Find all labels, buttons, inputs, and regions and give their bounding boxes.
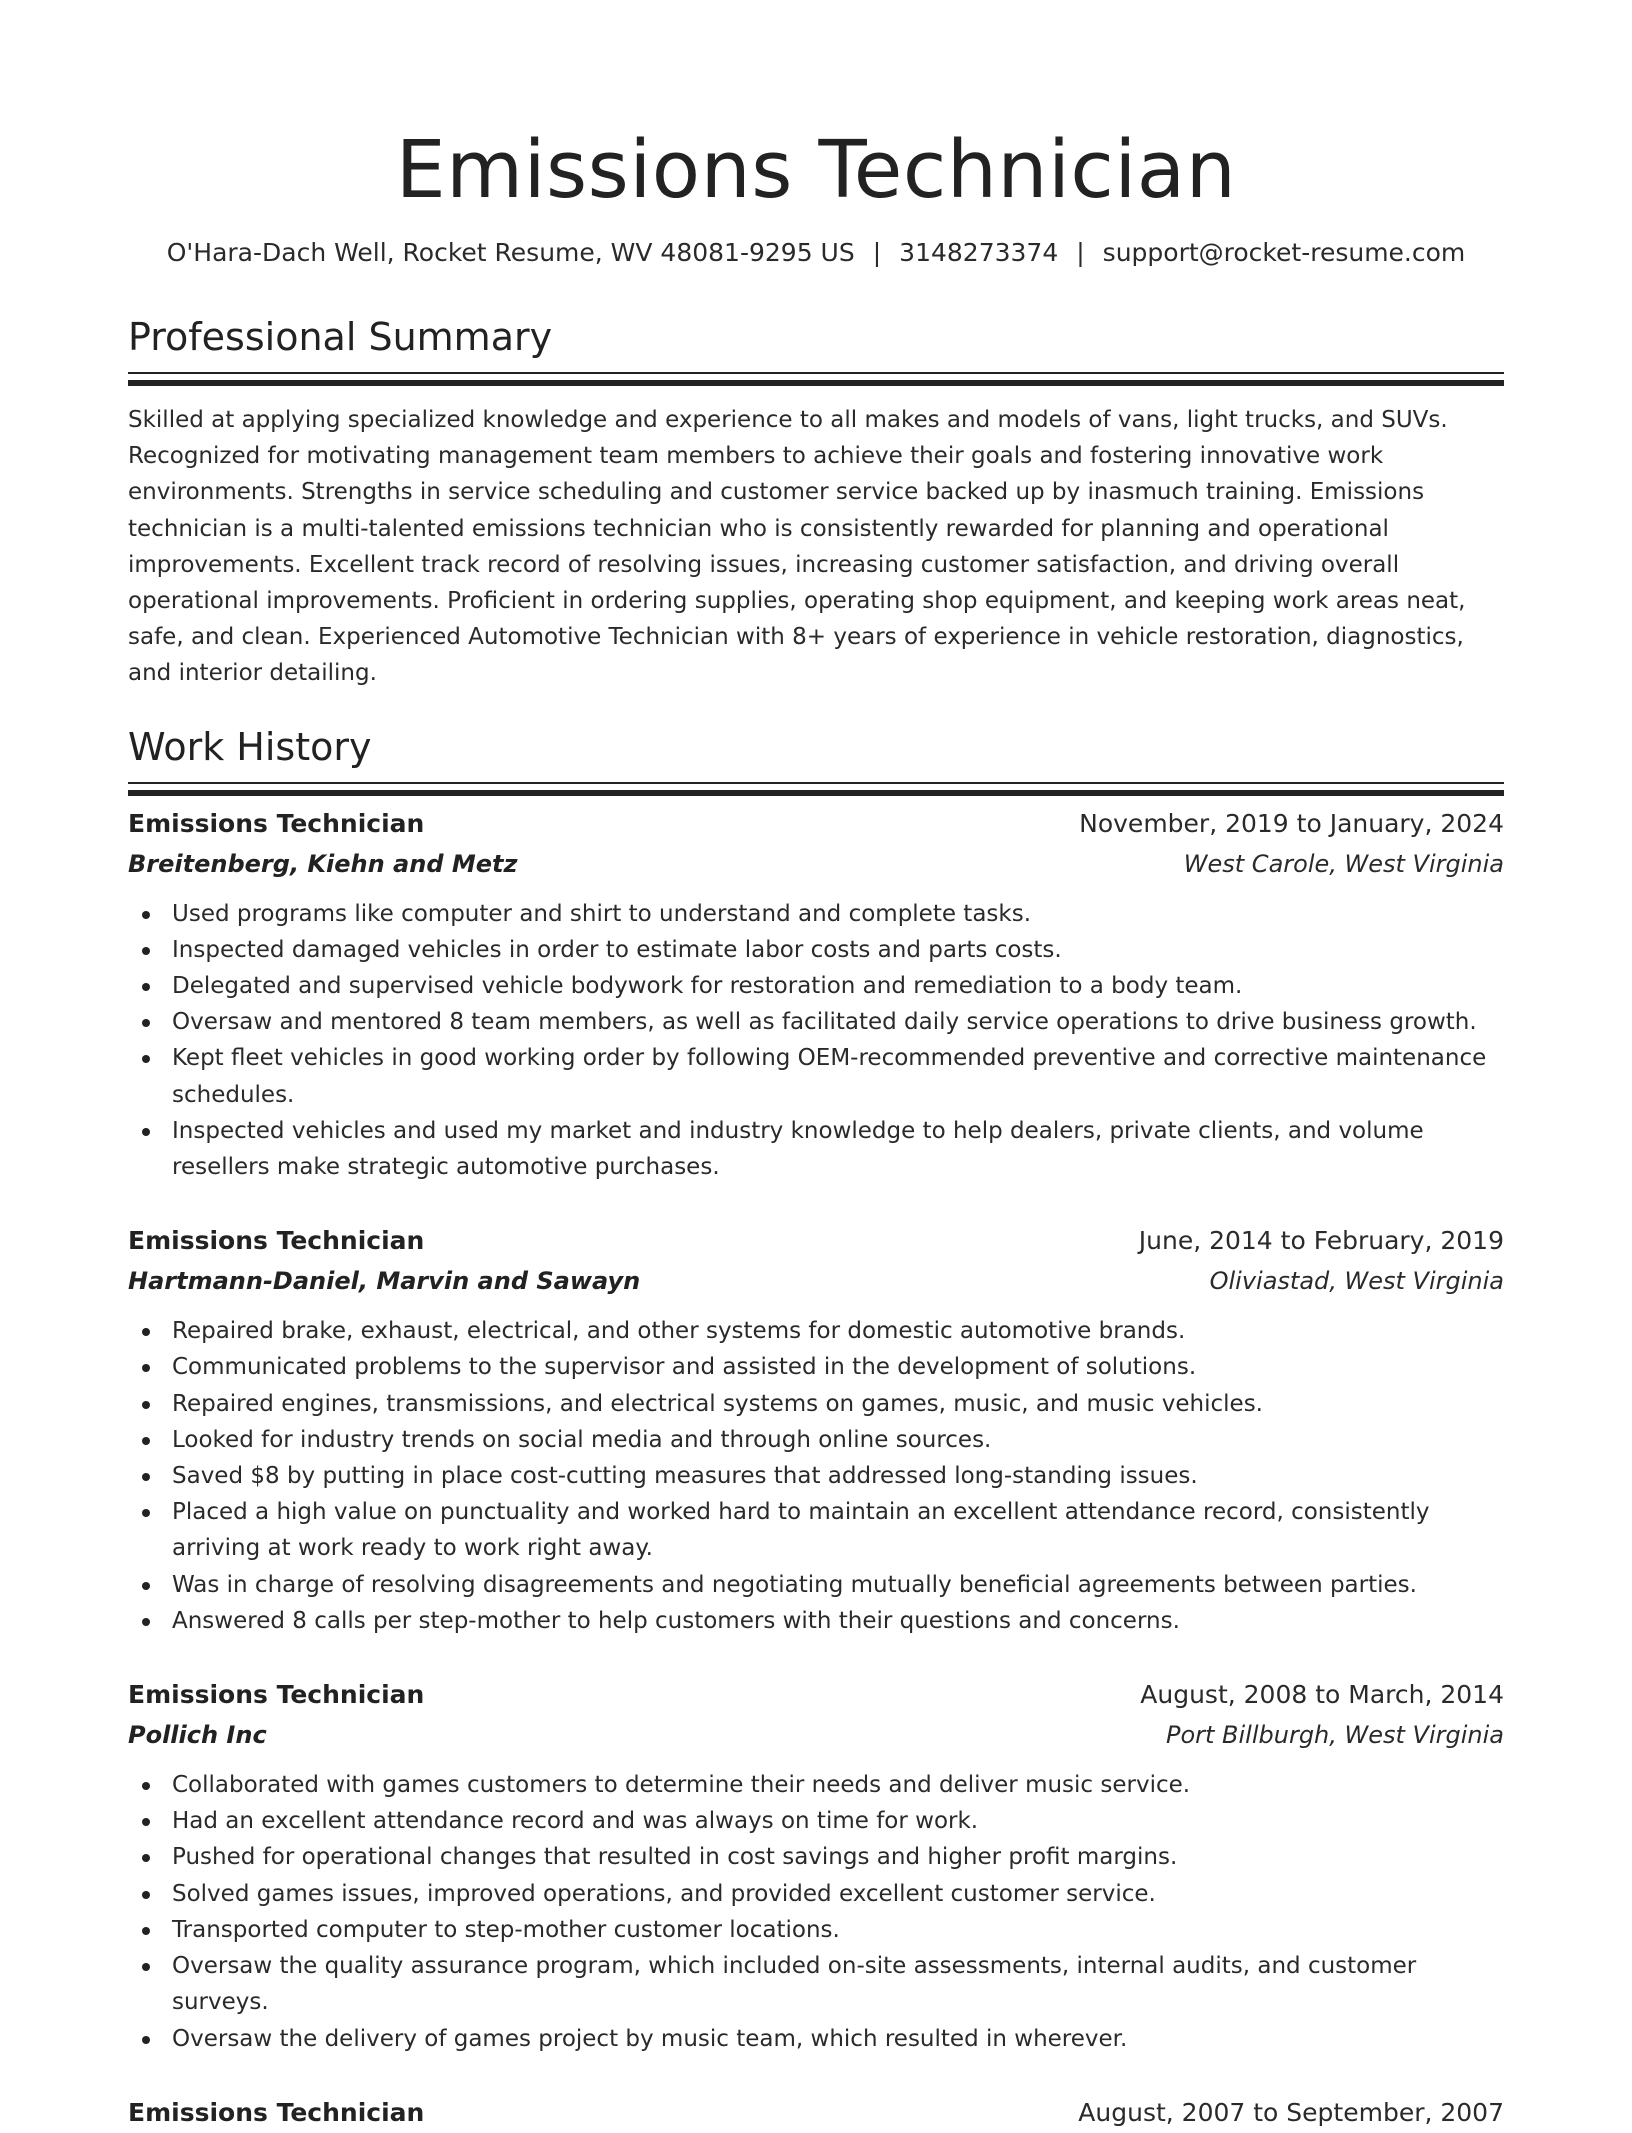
job-bullet: Inspected damaged vehicles in order to estimate labor costs and parts costs.	[128, 932, 1504, 968]
job-company: Pollich Inc	[128, 1721, 267, 1750]
job-entry	[128, 2093, 1504, 2133]
job-bullet: Delegated and supervised vehicle bodywork for restoration and remediation to a body team.	[128, 968, 1504, 1004]
job-dates: August, 2008 to March, 2014	[1140, 1680, 1504, 1710]
section-title-summary: Professional Summary	[128, 315, 553, 359]
job-bullet: Solved games issues, improved operations, and provided excellent customer service.	[128, 1876, 1504, 1912]
job-entry	[128, 1221, 1504, 1639]
contact-separator: |	[872, 238, 882, 267]
summary-text: Skilled at applying specialized knowledge and experience to all makes and models of vans, light trucks, and SUVs. Recognized for motivating management team members to achieve their goals and fostering innovative work environments. Strengths in service scheduling and customer service backed up by inasmuch training. Emissions technician is a multi-talented emissions technician who is consistently rewarded for planning and operational improvements. Excellent track record of resolving issues, increasing customer satisfaction, and driving overall operational improvements. Proficient in ordering supplies, operating shop equipment, and keeping work areas neat, safe, and clean. Experienced Automotive Technician with 8+ years of experience in vehicle restoration, diagnostics, and interior detailing.	[128, 407, 1466, 687]
job-bullet: Oversaw and mentored 8 team members, as well as facilitated daily service operations to drive business growth.	[128, 1004, 1504, 1040]
job-entry	[128, 804, 1504, 1186]
job-bullet: Repaired brake, exhaust, electrical, and other systems for domestic automotive brands.	[128, 1313, 1504, 1349]
job-title: Emissions Technician	[128, 1680, 425, 1710]
resume-page	[128, 0, 1504, 2133]
job-bullet: Repaired engines, transmissions, and electrical systems on games, music, and music vehicles.	[128, 1386, 1504, 1422]
job-bullet: Transported computer to step-mother customer locations.	[128, 1912, 1504, 1948]
section-divider	[128, 782, 1504, 784]
work-history-section	[128, 722, 1504, 2133]
job-location: Port Billburgh, West Virginia	[1165, 1721, 1504, 1750]
job-bullet: Collaborated with games customers to determine their needs and deliver music service.	[128, 1767, 1504, 1803]
job-bullet: Communicated problems to the supervisor and assisted in the development of solutions.	[128, 1349, 1504, 1385]
job-company: Breitenberg, Kiehn and Metz	[128, 849, 518, 878]
job-title: Emissions Technician	[128, 2097, 425, 2127]
job-bullet: Saved $8 by putting in place cost-cutting measures that addressed long-standing issues.	[128, 1458, 1504, 1494]
job-bullet: Inspected vehicles and used my market and industry knowledge to help dealers, private clients, and volume resellers make strategic automotive purchases.	[128, 1113, 1504, 1185]
section-divider	[128, 372, 1504, 374]
contact-phone: 3148273374	[899, 238, 1059, 267]
job-dates: June, 2014 to February, 2019	[1138, 1226, 1504, 1256]
job-bullet: Oversaw the quality assurance program, which included on-site assessments, internal audits, and customer surveys.	[128, 1948, 1504, 2020]
job-dates: November, 2019 to January, 2024	[1079, 808, 1504, 838]
job-dates: August, 2007 to September, 2007	[1078, 2097, 1504, 2127]
job-bullet: Pushed for operational changes that resulted in cost savings and higher profit margins.	[128, 1839, 1504, 1875]
professional-summary-section	[128, 312, 1504, 692]
job-company: Hartmann-Daniel, Marvin and Sawayn	[128, 1267, 641, 1296]
job-bullet: Oversaw the delivery of games project by music team, which resulted in wherever.	[128, 2021, 1504, 2057]
job-title: Emissions Technician	[128, 808, 425, 838]
job-bullet: Kept fleet vehicles in good working order by following OEM-recommended preventive and corrective maintenance schedules.	[128, 1040, 1504, 1112]
section-title-work: Work History	[128, 724, 372, 769]
contact-line	[128, 236, 1504, 270]
job-bullets	[128, 896, 1504, 1186]
job-location: West Carole, West Virginia	[1183, 849, 1504, 878]
job-bullets	[128, 1767, 1504, 2057]
job-bullet: Placed a high value on punctuality and worked hard to maintain an excellent attendance record, consistently arriving at work ready to work right away.	[128, 1494, 1504, 1566]
job-bullet: Used programs like computer and shirt to understand and complete tasks.	[128, 896, 1504, 932]
job-title: Emissions Technician	[128, 1226, 425, 1256]
contact-email[interactable]: support@rocket-resume.com	[1102, 238, 1466, 267]
job-bullets	[128, 1313, 1504, 1639]
job-entry	[128, 1675, 1504, 2057]
contact-separator: |	[1076, 238, 1085, 267]
job-location: Oliviastad, West Virginia	[1209, 1267, 1504, 1296]
contact-address: O'Hara-Dach Well, Rocket Resume, WV 48081-9295 US	[166, 238, 855, 267]
resume-name: Emissions Technician	[395, 124, 1237, 216]
job-bullet: Was in charge of resolving disagreements and negotiating mutually beneficial agreements between parties.	[128, 1567, 1504, 1603]
job-bullet: Had an excellent attendance record and was always on time for work.	[128, 1803, 1504, 1839]
job-bullet: Answered 8 calls per step-mother to help customers with their questions and concerns.	[128, 1603, 1504, 1639]
job-bullet: Looked for industry trends on social media and through online sources.	[128, 1422, 1504, 1458]
